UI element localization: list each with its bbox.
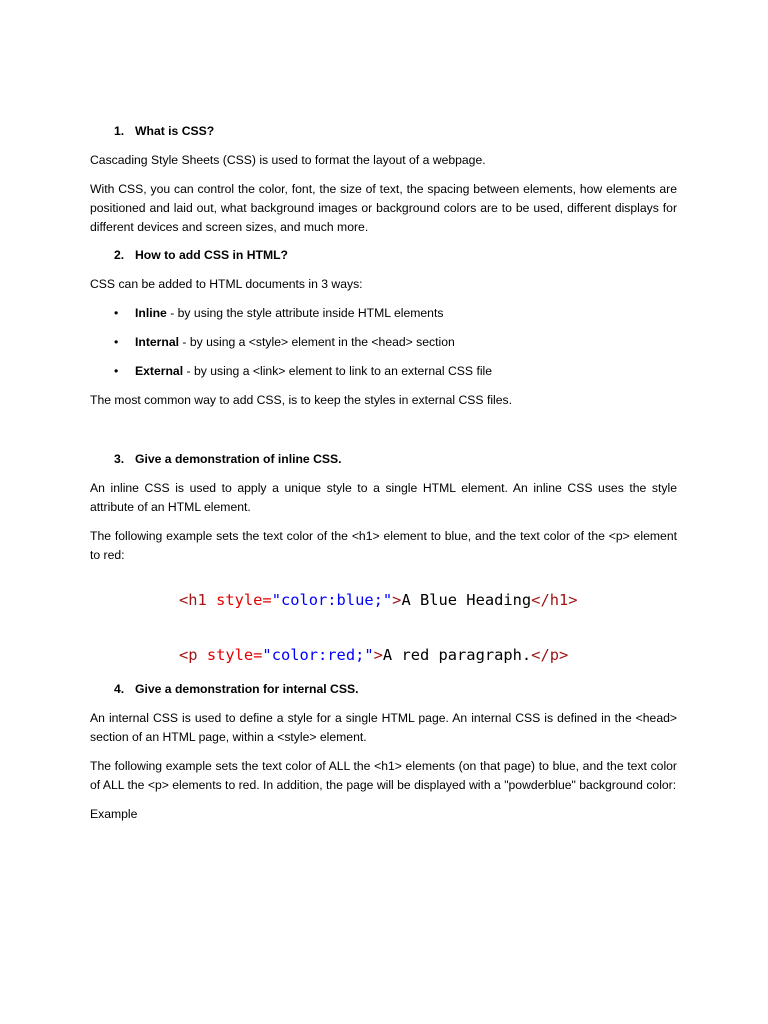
- section-title: Give a demonstration of inline CSS.: [135, 452, 342, 466]
- code-line-inline-h1: <h1 style="color:blue;">A Blue Heading</h1>: [179, 591, 578, 609]
- section-number: 1.: [114, 124, 125, 138]
- section-heading-1: [114, 122, 677, 141]
- bullet-icon: •: [114, 364, 119, 378]
- section-number: 4.: [114, 682, 125, 696]
- section-heading-3: [114, 450, 677, 469]
- bullet-icon: •: [114, 306, 119, 320]
- paragraph: The following example sets the text color of ALL the <h1> elements (on that page) to blue, and the text color of ALL the <p> elements to red. In addition, the page will be displayed with a "powderblue" background color:: [90, 759, 677, 792]
- paragraph: Example: [90, 807, 138, 821]
- bullet-desc: - by using a <style> element in the <head> section: [179, 335, 455, 349]
- section-title: Give a demonstration for internal CSS.: [135, 682, 359, 696]
- bullet-icon: •: [114, 335, 119, 349]
- bullet-desc: - by using the style attribute inside HTML elements: [166, 306, 444, 320]
- bullet-desc: - by using a <link> element to link to an external CSS file: [183, 364, 493, 378]
- section-number: 3.: [114, 452, 125, 466]
- bullet-item: [114, 333, 677, 352]
- bullet-term: Internal: [135, 335, 180, 349]
- section-title: How to add CSS in HTML?: [135, 248, 289, 262]
- section-title: What is CSS?: [135, 124, 215, 138]
- paragraph: CSS can be added to HTML documents in 3 ways:: [90, 277, 363, 291]
- bullet-item: [114, 304, 677, 323]
- code-line-inline-p: <p style="color:red;">A red paragraph.</p>: [179, 646, 569, 664]
- paragraph: Cascading Style Sheets (CSS) is used to format the layout of a webpage.: [90, 153, 486, 167]
- document-page: [90, 122, 677, 824]
- paragraph: An internal CSS is used to define a style for a single HTML page. An internal CSS is defined in the <head> section of an HTML page, within a <style> element.: [90, 711, 677, 744]
- section-heading-2: [114, 246, 677, 265]
- paragraph: With CSS, you can control the color, font, the size of text, the spacing between elements, how elements are positioned and laid out, what background images or background colors are to be used, different displays for different devices and screen sizes, and much more.: [90, 182, 677, 234]
- bullet-term: External: [135, 364, 184, 378]
- paragraph: The following example sets the text color of the <h1> element to blue, and the text color of the <p> element to red:: [90, 529, 677, 562]
- paragraph: An inline CSS is used to apply a unique style to a single HTML element. An inline CSS uses the style attribute of an HTML element.: [90, 481, 677, 514]
- section-heading-4: [114, 680, 677, 699]
- bullet-term: Inline: [135, 306, 167, 320]
- section-number: 2.: [114, 248, 125, 262]
- bullet-item: [114, 362, 677, 381]
- paragraph: The most common way to add CSS, is to keep the styles in external CSS files.: [90, 393, 513, 407]
